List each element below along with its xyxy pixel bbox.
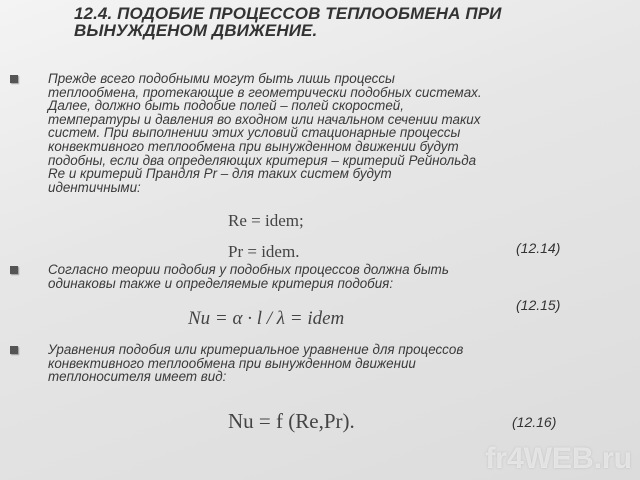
formula-criterial-equation: Nu = f (Re,Pr). xyxy=(228,409,355,433)
paragraph-1 xyxy=(48,72,636,194)
bullet-marker-1 xyxy=(10,75,18,83)
paragraph-3 xyxy=(48,343,636,384)
paragraph-1-line: идентичными: xyxy=(48,179,141,195)
paragraph-1-line: Re и критерий Прандля Pr – для таких систем будут xyxy=(48,166,392,182)
formula-pr-idem: Pr = idem. xyxy=(228,242,300,261)
paragraph-1-line: Прежде всего подобными могут быть лишь процессы xyxy=(48,71,395,86)
formula-re-idem: Re = idem; xyxy=(228,211,304,230)
paragraph-1-line: Далее, должно быть подобие полей – полей скоростей, xyxy=(48,98,404,114)
paragraph-1-line: систем. При выполнении этих условий стационарные процессы xyxy=(48,125,461,141)
equation-number-12-14: (12.14) xyxy=(516,240,561,256)
title-line-2: ВЫНУЖДЕНОМ ДВИЖЕНИЕ. xyxy=(74,21,318,40)
bullet-marker-2 xyxy=(10,266,18,274)
watermark: fr4WEB.ru xyxy=(485,442,632,475)
slide-title xyxy=(74,5,634,39)
paragraph-1-line: теплообмена, протекающие в геометрически подобных системах. xyxy=(48,84,482,100)
paragraph-1-line: температуры и давления во входном или начальном сечении таких xyxy=(48,111,481,127)
paragraph-2 xyxy=(48,263,636,290)
paragraph-3-line: конвективного теплообмена при вынужденном движении xyxy=(48,355,416,371)
equation-number-12-16: (12.16) xyxy=(512,414,557,430)
formula-nusselt: Nu = α · l / λ = idem xyxy=(188,308,345,329)
paragraph-1-line: подобны, если два определяющих критерия – критерий Рейнольда xyxy=(48,152,477,168)
paragraph-1-line: конвективного теплообмена при вынужденном движении будут xyxy=(48,138,459,154)
paragraph-2-line: одинаковы также и определяемые критерия подобия: xyxy=(48,275,394,291)
paragraph-3-line: Уравнения подобия или критериальное уравнение для процессов xyxy=(48,342,464,357)
equation-number-12-15: (12.15) xyxy=(516,297,561,313)
title-line-1: 12.4. ПОДОБИЕ ПРОЦЕССОВ ТЕПЛООБМЕНА ПРИ xyxy=(74,4,502,23)
bullet-marker-3 xyxy=(10,346,18,354)
paragraph-3-line: теплоносителя имеет вид: xyxy=(48,369,227,385)
paragraph-2-line: Согласно теории подобия у подобных процессов должна быть xyxy=(48,262,449,277)
